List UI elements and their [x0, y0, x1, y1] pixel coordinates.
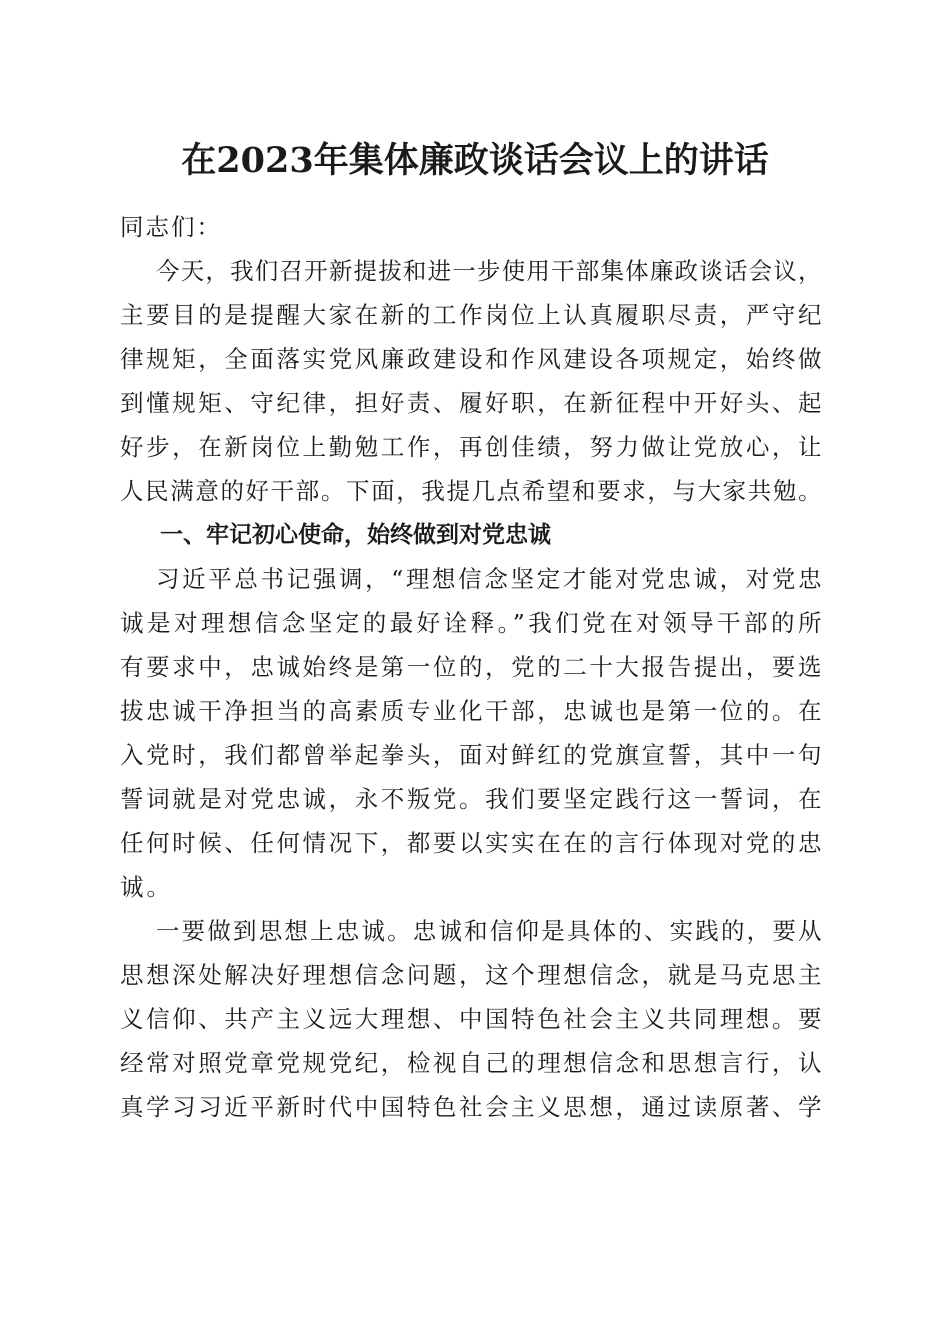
paragraph-1-line-1: 今天，我们召开新提拔和进一步使用干部集体廉政谈话会议，: [156, 257, 822, 285]
paragraph-3-line-4: 经常对照党章党规党纪，检视自己的理想信念和思想言行，认: [120, 1049, 822, 1077]
paragraph-1-line-2: 主要目的是提醒大家在新的工作岗位上认真履职尽责，严守纪: [120, 301, 822, 329]
paragraph-1-line-3: 律规矩，全面落实党风廉政建设和作风建设各项规定，始终做: [120, 345, 822, 373]
paragraph-2-line-8: 诚。: [120, 873, 173, 901]
paragraph-2-line-2: 诚是对理想信念坚定的最好诠释。”我们党在对领导干部的所: [120, 609, 822, 637]
paragraph-2-line-7: 任何时候、任何情况下，都要以实实在在的言行体现对党的忠: [120, 829, 822, 857]
paragraph-3-line-5: 真学习习近平新时代中国特色社会主义思想，通过读原著、学: [120, 1093, 822, 1121]
paragraph-1-line-6: 人民满意的好干部。下面，我提几点希望和要求，与大家共勉。: [120, 477, 822, 505]
salutation: 同志们：: [120, 213, 222, 241]
paragraph-2-line-1: 习近平总书记强调，“理想信念坚定才能对党忠诚，对党忠: [156, 565, 822, 593]
paragraph-2-line-3: 有要求中，忠诚始终是第一位的，党的二十大报告提出，要选: [120, 653, 822, 681]
document-title: 在2023年集体廉政谈话会议上的讲话: [181, 140, 769, 181]
paragraph-2-line-5: 入党时，我们都曾举起拳头，面对鲜红的党旗宣誓，其中一句: [120, 741, 822, 769]
paragraph-3-line-3: 义信仰、共产主义远大理想、中国特色社会主义共同理想。要: [120, 1005, 822, 1033]
paragraph-1-line-5: 好步，在新岗位上勤勉工作，再创佳绩，努力做让党放心，让: [120, 433, 822, 461]
paragraph-1-line-4: 到懂规矩、守纪律，担好责、履好职，在新征程中开好头、起: [120, 389, 822, 417]
paragraph-2-line-6: 誓词就是对党忠诚，永不叛党。我们要坚定践行这一誓词，在: [120, 785, 822, 813]
paragraph-3-line-1: 一要做到思想上忠诚。忠诚和信仰是具体的、实践的，要从: [156, 917, 822, 945]
paragraph-2-line-4: 拔忠诚干净担当的高素质专业化干部，忠诚也是第一位的。在: [120, 697, 822, 725]
paragraph-3-line-2: 思想深处解决好理想信念问题，这个理想信念，就是马克思主: [120, 961, 822, 989]
document-body: [120, 205, 822, 1129]
section-heading-1: 一、牢记初心使命，始终做到对党忠诚: [160, 522, 551, 548]
